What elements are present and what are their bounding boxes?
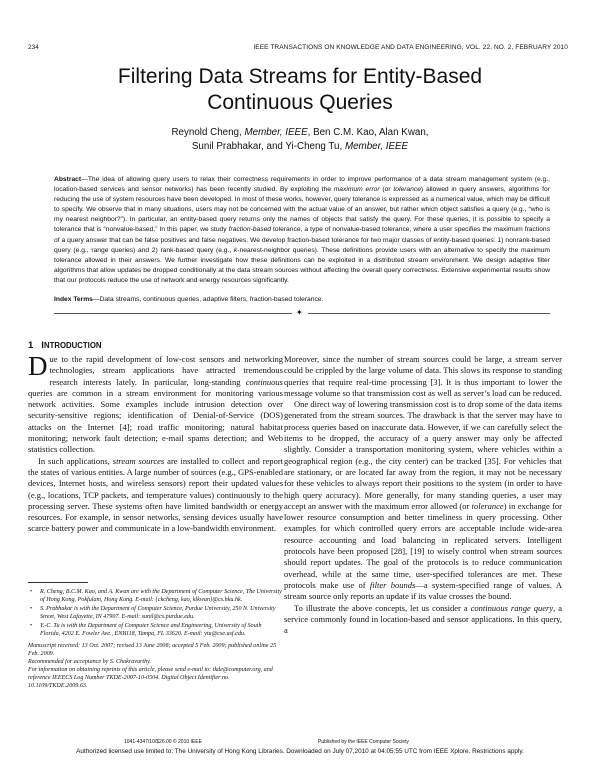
paragraph: In such applications, stream sources are installed to collect and report the states of various entities. A large number of sources (e.g., GPS-enabled devices, Internet hosts, and wireless sensors) report their updated values (e.g., locations, TCP packets, and temperature values) continuously to the processing server. These systems often have limited bandwidth or energy resources. For example, in sensor networks, sensing devices usually have scarce battery power and communicate in a low-bandwidth environment. (28, 455, 284, 534)
section-heading: 1 INTRODUCTION (28, 340, 102, 351)
abstract-label: Abstract (54, 176, 82, 183)
author-line-2: Sunil Prabhakar, and Yi-Cheng Tu, Member, IEEE (191, 141, 409, 152)
paragraph: Due to the rapid development of low-cost sensors and networking technologies, stream applications have attracted tremendous research interests lately. In particular, long-standing continuous queries are common in a stream environment for monitoring various network activities. Some examples include intrusion detection over security-sensitive regions; identification of Denial-of-Service (DOS) attacks on the Internet [4]; road traffic monitoring; natural habitat monitoring; network fault detection; e-mail spams detection; and Web statistics collection. (28, 351, 283, 455)
title-line-1: Filtering Data Streams for Entity-Based (117, 65, 483, 88)
title-line-2: Continuous Queries (207, 91, 393, 114)
body-column-right (284, 354, 562, 636)
page-number: 234 (28, 44, 39, 51)
footnote: • R. Cheng, B.C.M. Kao, and A. Kwan are with the Department of Computer Science, The University of Hong Kong, Pokfulam, Hong Kong. E-mail: {ckcheng, kao, klkwan}@cs.hku.hk. (30, 589, 282, 604)
footnotes (28, 588, 283, 690)
body-column-left (28, 351, 284, 535)
drop-cap: D (28, 351, 48, 381)
reprints-info: For information on obtaining reprints of this article, please send e-mail to: tkde@computer.org, and reference IEEECS Log Number TKDE-2007-10-0504. Digital Object Identifier no. 10.1109/TKDE.2009.63. (28, 666, 273, 690)
author-line-1: Reynold Cheng, Member, IEEE, Ben C.M. Kao, Alan Kwan, (171, 127, 429, 138)
recommended-by: Recommended for acceptance by S. Chakravarthy. (28, 658, 152, 665)
separator-rule-right (308, 313, 550, 314)
publisher-line: Published by the IEEE Computer Society (318, 739, 409, 745)
footnote: • S. Prabhakar is with the Department of Computer Science, Purdue University, 250 N. University Street, West Lafayette, IN 47907. E-mail: sunil@cs.purdue.edu. (30, 606, 276, 621)
separator-rule-left (54, 313, 292, 314)
issn-line: 1041-4347/10/$26.00 © 2010 IEEE (124, 739, 202, 745)
journal-header: IEEE TRANSACTIONS ON KNOWLEDGE AND DATA ENGINEERING, VOL. 22, NO. 2, FEBRUARY 2010 (253, 44, 568, 51)
paragraph: One direct way of lowering transmission cost is to drop some of the data items generated from the stream sources. The drawback is that the server may have to process queries based on inaccurate data. However, if we can carefully select the items to be dropped, the accuracy of a query answer may only be affected slightly. Consider a transportation monitoring system, where vehicles within a geographical region (e.g., the city center) can be tracked [35]. For vehicles that are stationary, or are located far away from the region, it may not be necessary for these vehicles to always report their positions to the system (in order to have high query accuracy). More generally, for many standing queries, a user may accept an answer with the maximum error allowed (or tolerance) in exchange for lower resource consumption and better timeliness in query processing. Other examples for which controlled query errors are acceptable include wide-area resource accounting and load balancing in replicated servers. Intelligent protocols have been proposed [28], [19] to wisely control when stream sources should report updates. The goal of the protocols is to reduce communication overhead, while at the same time, user-specified tolerances are met. These protocols make use of filter bounds—a system-specified range of values. A stream source only reports an update if its value crosses the bound. (284, 399, 562, 602)
author-list (40, 126, 560, 154)
paragraph: Moreover, since the number of stream sources could be large, a stream server could be crippled by the large volume of data. This slows its response to standing queries that require real-time processing [3]. It is thus important to lower the message volume so that transmission cost as well as server’s load can be reduced. (284, 354, 562, 398)
abstract: Abstract—The idea of allowing query users to relax their correctness requirements in order to improve performance of a data stream management system (e.g., location-based services and sensor networks) has been recently studied. By exploiting the maximum error (or tolerance) allowed in query answers, algorithms for reducing the use of system resources have been developed. In most of these works, however, query tolerance is expressed as a numerical value, which may be difficult to specify. We observe that in many situations, users may not be concerned with the actual value of an answer, but rather which object satisfies a query (e.g., “who is my nearest neighbor?”). In particular, an entity-based query returns only the names of objects that satisfy the query. For these queries, it is possible to specify a tolerance that is “nonvalue-based.” In this paper, we study fraction-based tolerance, a type of nonvalue-based tolerance, where a user specifies the maximum fractions of a query answer that can be false positives and false negatives. We develop fraction-based tolerance for two major classes of entity-based queries: 1) nonrank-based query (e.g., range queries) and 2) rank-based query (e.g., k-nearest-neighbor queries). These definitions provide users with an alternative to specify the maximum tolerance allowed in their answers. We further investigate how these definitions can be exploited in a distributed stream environment. We design adaptive filter algorithms that allow updates be dropped conditionally at the data stream sources without affecting the overall query correctness. Extensive experimental results show that our protocols reduce the use of network and energy resources significantly. (54, 176, 550, 284)
paper-title (40, 64, 560, 116)
license-notice: Authorized licensed use limited to: The University of Hong Kong Libraries. Downloaded on July 07,2010 at 04:05:55 UTC from IEEE Xplore. Restrictions apply. (76, 748, 524, 755)
index-terms-label: Index Terms (54, 296, 93, 303)
separator-diamond-icon: ✦ (296, 308, 303, 317)
index-terms: Index Terms—Data streams, continuous queries, adaptive filters, fraction-based tolerance. (54, 296, 324, 303)
footnote-rule (28, 582, 88, 583)
manuscript-dates: Manuscript received: 13 Oct. 2007; revised 13 June 2008; accepted 5 Feb. 2009; published online 25 Feb. 2009. (28, 642, 277, 657)
paragraph: To illustrate the above concepts, let us consider a continuous range query, a service commonly found in location-based and sensor applications. In this query, a (284, 602, 562, 636)
footnote: • Y.-C. Tu is with the Department of Computer Science and Engineering, University of South Florida, 4202 E. Fowler Ave., ENB118, Tampa, FL 33620. E-mail: ytu@cse.usf.edu. (30, 623, 262, 638)
